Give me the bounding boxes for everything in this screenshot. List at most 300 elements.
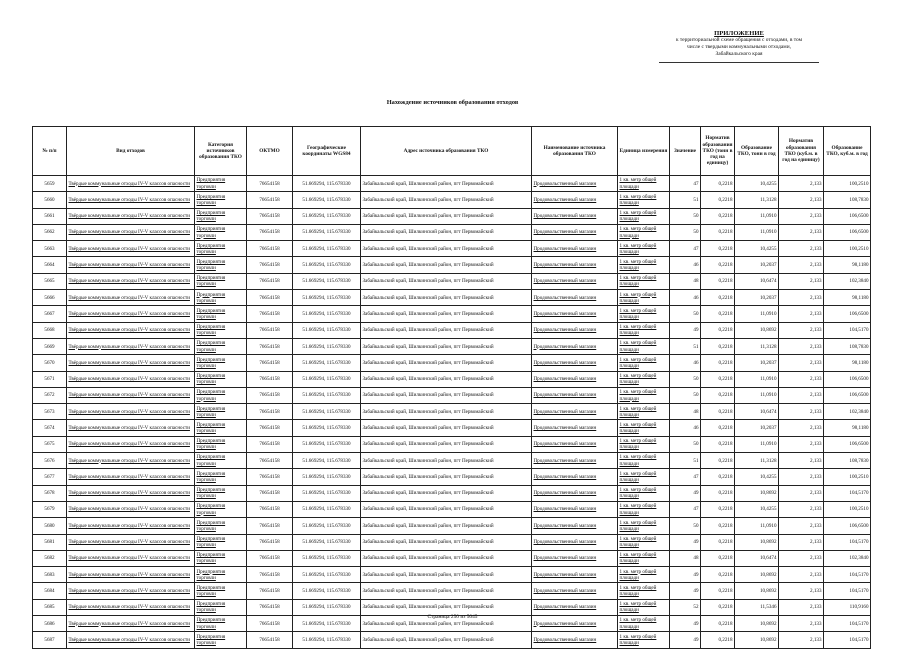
cell-oktmo: 76654158 xyxy=(247,436,293,452)
cell-category: Предприятия торговли xyxy=(195,550,247,566)
cell-vol: 102,3840 xyxy=(824,550,871,566)
cell-source: Продовольственный магазин xyxy=(532,469,618,485)
waste-sources-table xyxy=(32,126,871,649)
cell-oktmo: 76654158 xyxy=(247,176,293,192)
cell-mass: 11,3128 xyxy=(735,192,779,208)
cell-address: Забайкальский край, Шилкинский район, пгт Первомайский xyxy=(361,485,532,501)
cell-norm-vol: 2,133 xyxy=(779,290,824,306)
cell-coords: 51.669294, 115.678330 xyxy=(293,208,361,224)
cell-address: Забайкальский край, Шилкинский район, пгт Первомайский xyxy=(361,404,532,420)
cell-unit: 1 кв. метр общей площади xyxy=(618,322,670,338)
cell-mass: 10,4255 xyxy=(735,176,779,192)
cell-mass: 11,3128 xyxy=(735,453,779,469)
appendix-line: к территориальной схеме обращения с отходами, в том xyxy=(675,37,803,43)
cell-waste: Твёрдые коммунальные отходы IV-V классов опасности xyxy=(67,599,195,615)
cell-norm-vol: 2,133 xyxy=(779,306,824,322)
cell-norm: 0,2218 xyxy=(701,241,735,257)
cell-category: Предприятия торговли xyxy=(195,632,247,648)
cell-norm: 0,2218 xyxy=(701,518,735,534)
table-body xyxy=(33,176,871,649)
cell-norm-vol: 2,133 xyxy=(779,550,824,566)
cell-waste: Твёрдые коммунальные отходы IV-V классов опасности xyxy=(67,371,195,387)
cell-norm: 0,2218 xyxy=(701,436,735,452)
cell-mass: 10,8692 xyxy=(735,632,779,648)
cell-unit: 1 кв. метр общей площади xyxy=(618,567,670,583)
cell-category: Предприятия торговли xyxy=(195,290,247,306)
cell-norm-vol: 2,133 xyxy=(779,176,824,192)
cell-norm-vol: 2,133 xyxy=(779,241,824,257)
cell-unit: 1 кв. метр общей площади xyxy=(618,224,670,240)
cell-norm-vol: 2,133 xyxy=(779,273,824,289)
cell-address: Забайкальский край, Шилкинский район, пгт Первомайский xyxy=(361,208,532,224)
cell-mass: 10,8692 xyxy=(735,485,779,501)
cell-address: Забайкальский край, Шилкинский район, пгт Первомайский xyxy=(361,224,532,240)
cell-category: Предприятия торговли xyxy=(195,485,247,501)
cell-vol: 98,1180 xyxy=(824,420,871,436)
cell-category: Предприятия торговли xyxy=(195,534,247,550)
cell-waste: Твёрдые коммунальные отходы IV-V классов опасности xyxy=(67,518,195,534)
cell-oktmo: 76654158 xyxy=(247,534,293,550)
cell-value: 52 xyxy=(670,599,701,615)
header-oktmo: ОКТМО xyxy=(247,127,293,176)
cell-source: Продовольственный магазин xyxy=(532,273,618,289)
cell-mass: 10,4255 xyxy=(735,501,779,517)
cell-num: 5663 xyxy=(33,241,67,257)
cell-category: Предприятия торговли xyxy=(195,176,247,192)
cell-category: Предприятия торговли xyxy=(195,387,247,403)
appendix-block xyxy=(659,30,819,63)
cell-norm: 0,2218 xyxy=(701,306,735,322)
cell-unit: 1 кв. метр общей площади xyxy=(618,338,670,354)
cell-vol: 106,6500 xyxy=(824,387,871,403)
cell-num: 5676 xyxy=(33,453,67,469)
cell-source: Продовольственный магазин xyxy=(532,485,618,501)
cell-vol: 108,7830 xyxy=(824,338,871,354)
cell-mass: 10,6474 xyxy=(735,273,779,289)
cell-num: 5669 xyxy=(33,338,67,354)
cell-value: 46 xyxy=(670,257,701,273)
cell-norm-vol: 2,133 xyxy=(779,355,824,371)
table-row xyxy=(33,257,871,273)
cell-value: 49 xyxy=(670,322,701,338)
cell-coords: 51.669294, 115.678330 xyxy=(293,176,361,192)
cell-coords: 51.669294, 115.678330 xyxy=(293,616,361,632)
cell-address: Забайкальский край, Шилкинский район, пгт Первомайский xyxy=(361,583,532,599)
cell-coords: 51.669294, 115.678330 xyxy=(293,241,361,257)
cell-norm-vol: 2,133 xyxy=(779,534,824,550)
cell-unit: 1 кв. метр общей площади xyxy=(618,355,670,371)
cell-address: Забайкальский край, Шилкинский район, пгт Первомайский xyxy=(361,567,532,583)
cell-num: 5685 xyxy=(33,599,67,615)
cell-source: Продовольственный магазин xyxy=(532,241,618,257)
cell-address: Забайкальский край, Шилкинский район, пгт Первомайский xyxy=(361,420,532,436)
cell-source: Продовольственный магазин xyxy=(532,518,618,534)
cell-source: Продовольственный магазин xyxy=(532,192,618,208)
cell-coords: 51.669294, 115.678330 xyxy=(293,501,361,517)
cell-norm-vol: 2,133 xyxy=(779,387,824,403)
cell-waste: Твёрдые коммунальные отходы IV-V классов опасности xyxy=(67,257,195,273)
cell-num: 5662 xyxy=(33,224,67,240)
cell-oktmo: 76654158 xyxy=(247,485,293,501)
cell-category: Предприятия торговли xyxy=(195,257,247,273)
cell-norm: 0,2218 xyxy=(701,290,735,306)
cell-unit: 1 кв. метр общей площади xyxy=(618,290,670,306)
cell-value: 47 xyxy=(670,241,701,257)
cell-waste: Твёрдые коммунальные отходы IV-V классов опасности xyxy=(67,208,195,224)
cell-vol: 106,6500 xyxy=(824,224,871,240)
cell-source: Продовольственный магазин xyxy=(532,355,618,371)
cell-mass: 11,5346 xyxy=(735,599,779,615)
cell-value: 51 xyxy=(670,453,701,469)
cell-unit: 1 кв. метр общей площади xyxy=(618,632,670,648)
cell-unit: 1 кв. метр общей площади xyxy=(618,273,670,289)
cell-category: Предприятия торговли xyxy=(195,192,247,208)
cell-num: 5666 xyxy=(33,290,67,306)
table-header-row xyxy=(33,127,871,176)
cell-vol: 106,6500 xyxy=(824,306,871,322)
cell-value: 50 xyxy=(670,306,701,322)
cell-unit: 1 кв. метр общей площади xyxy=(618,550,670,566)
cell-norm-vol: 2,133 xyxy=(779,322,824,338)
table-row xyxy=(33,567,871,583)
cell-value: 48 xyxy=(670,550,701,566)
header-num: № п/п xyxy=(33,127,67,176)
cell-coords: 51.669294, 115.678330 xyxy=(293,371,361,387)
cell-address: Забайкальский край, Шилкинский район, пгт Первомайский xyxy=(361,518,532,534)
cell-value: 49 xyxy=(670,567,701,583)
cell-address: Забайкальский край, Шилкинский район, пгт Первомайский xyxy=(361,501,532,517)
cell-coords: 51.669294, 115.678330 xyxy=(293,257,361,273)
table-row xyxy=(33,469,871,485)
cell-value: 50 xyxy=(670,436,701,452)
header-address: Адрес источника образования ТКО xyxy=(361,127,532,176)
cell-oktmo: 76654158 xyxy=(247,420,293,436)
cell-vol: 106,6500 xyxy=(824,208,871,224)
cell-coords: 51.669294, 115.678330 xyxy=(293,550,361,566)
cell-oktmo: 76654158 xyxy=(247,501,293,517)
cell-value: 49 xyxy=(670,583,701,599)
cell-waste: Твёрдые коммунальные отходы IV-V классов опасности xyxy=(67,485,195,501)
cell-norm: 0,2218 xyxy=(701,176,735,192)
header-waste: Вид отходов xyxy=(67,127,195,176)
cell-vol: 100,2510 xyxy=(824,469,871,485)
cell-waste: Твёрдые коммунальные отходы IV-V классов опасности xyxy=(67,273,195,289)
table-row xyxy=(33,322,871,338)
cell-unit: 1 кв. метр общей площади xyxy=(618,387,670,403)
cell-waste: Твёрдые коммунальные отходы IV-V классов опасности xyxy=(67,420,195,436)
cell-num: 5677 xyxy=(33,469,67,485)
cell-mass: 11,0910 xyxy=(735,224,779,240)
cell-unit: 1 кв. метр общей площади xyxy=(618,208,670,224)
cell-address: Забайкальский край, Шилкинский район, пгт Первомайский xyxy=(361,322,532,338)
cell-vol: 104,5170 xyxy=(824,583,871,599)
table-row xyxy=(33,290,871,306)
cell-source: Продовольственный магазин xyxy=(532,338,618,354)
cell-num: 5668 xyxy=(33,322,67,338)
cell-waste: Твёрдые коммунальные отходы IV-V классов опасности xyxy=(67,192,195,208)
cell-address: Забайкальский край, Шилкинский район, пгт Первомайский xyxy=(361,290,532,306)
cell-oktmo: 76654158 xyxy=(247,355,293,371)
table-row xyxy=(33,534,871,550)
cell-address: Забайкальский край, Шилкинский район, пгт Первомайский xyxy=(361,192,532,208)
cell-value: 48 xyxy=(670,273,701,289)
cell-oktmo: 76654158 xyxy=(247,387,293,403)
cell-norm: 0,2218 xyxy=(701,632,735,648)
cell-value: 47 xyxy=(670,176,701,192)
cell-num: 5682 xyxy=(33,550,67,566)
cell-value: 50 xyxy=(670,371,701,387)
cell-unit: 1 кв. метр общей площади xyxy=(618,257,670,273)
cell-oktmo: 76654158 xyxy=(247,338,293,354)
cell-oktmo: 76654158 xyxy=(247,224,293,240)
cell-category: Предприятия торговли xyxy=(195,501,247,517)
cell-norm: 0,2218 xyxy=(701,453,735,469)
cell-category: Предприятия торговли xyxy=(195,241,247,257)
cell-norm: 0,2218 xyxy=(701,273,735,289)
cell-norm-vol: 2,133 xyxy=(779,518,824,534)
cell-unit: 1 кв. метр общей площади xyxy=(618,436,670,452)
cell-norm: 0,2218 xyxy=(701,534,735,550)
cell-norm-vol: 2,133 xyxy=(779,469,824,485)
cell-unit: 1 кв. метр общей площади xyxy=(618,453,670,469)
cell-category: Предприятия торговли xyxy=(195,273,247,289)
cell-mass: 10,8692 xyxy=(735,322,779,338)
cell-mass: 10,4255 xyxy=(735,469,779,485)
cell-oktmo: 76654158 xyxy=(247,518,293,534)
cell-vol: 104,5170 xyxy=(824,632,871,648)
cell-oktmo: 76654158 xyxy=(247,616,293,632)
cell-address: Забайкальский край, Шилкинский район, пгт Первомайский xyxy=(361,436,532,452)
cell-unit: 1 кв. метр общей площади xyxy=(618,501,670,517)
cell-num: 5660 xyxy=(33,192,67,208)
cell-norm: 0,2218 xyxy=(701,420,735,436)
cell-norm-vol: 2,133 xyxy=(779,420,824,436)
cell-norm: 0,2218 xyxy=(701,387,735,403)
cell-source: Продовольственный магазин xyxy=(532,583,618,599)
cell-waste: Твёрдые коммунальные отходы IV-V классов опасности xyxy=(67,176,195,192)
cell-value: 46 xyxy=(670,355,701,371)
cell-coords: 51.669294, 115.678330 xyxy=(293,583,361,599)
cell-vol: 104,5170 xyxy=(824,534,871,550)
cell-oktmo: 76654158 xyxy=(247,208,293,224)
cell-coords: 51.669294, 115.678330 xyxy=(293,469,361,485)
cell-waste: Твёрдые коммунальные отходы IV-V классов опасности xyxy=(67,338,195,354)
cell-coords: 51.669294, 115.678330 xyxy=(293,355,361,371)
cell-address: Забайкальский край, Шилкинский район, пгт Первомайский xyxy=(361,387,532,403)
header-vol: Образование ТКО, куб.м. в год xyxy=(824,127,871,176)
cell-category: Предприятия торговли xyxy=(195,518,247,534)
cell-value: 49 xyxy=(670,485,701,501)
cell-unit: 1 кв. метр общей площади xyxy=(618,518,670,534)
cell-oktmo: 76654158 xyxy=(247,469,293,485)
cell-norm-vol: 2,133 xyxy=(779,436,824,452)
cell-source: Продовольственный магазин xyxy=(532,290,618,306)
cell-num: 5674 xyxy=(33,420,67,436)
cell-source: Продовольственный магазин xyxy=(532,224,618,240)
cell-value: 50 xyxy=(670,224,701,240)
cell-oktmo: 76654158 xyxy=(247,567,293,583)
header-unit: Единица измерения xyxy=(618,127,670,176)
table-row xyxy=(33,241,871,257)
cell-norm: 0,2218 xyxy=(701,567,735,583)
cell-vol: 108,7830 xyxy=(824,453,871,469)
cell-waste: Твёрдые коммунальные отходы IV-V классов опасности xyxy=(67,550,195,566)
cell-category: Предприятия торговли xyxy=(195,338,247,354)
cell-value: 50 xyxy=(670,208,701,224)
cell-waste: Твёрдые коммунальные отходы IV-V классов опасности xyxy=(67,567,195,583)
table-row xyxy=(33,224,871,240)
cell-category: Предприятия торговли xyxy=(195,567,247,583)
cell-coords: 51.669294, 115.678330 xyxy=(293,485,361,501)
appendix-line: Забайкальского края xyxy=(715,51,763,57)
cell-value: 47 xyxy=(670,469,701,485)
table-row xyxy=(33,404,871,420)
cell-waste: Твёрдые коммунальные отходы IV-V классов опасности xyxy=(67,616,195,632)
cell-address: Забайкальский край, Шилкинский район, пгт Первомайский xyxy=(361,338,532,354)
cell-vol: 100,2510 xyxy=(824,176,871,192)
cell-waste: Твёрдые коммунальные отходы IV-V классов опасности xyxy=(67,322,195,338)
cell-source: Продовольственный магазин xyxy=(532,616,618,632)
cell-oktmo: 76654158 xyxy=(247,371,293,387)
cell-address: Забайкальский край, Шилкинский район, пгт Первомайский xyxy=(361,371,532,387)
cell-source: Продовольственный магазин xyxy=(532,567,618,583)
cell-value: 48 xyxy=(670,404,701,420)
cell-category: Предприятия торговли xyxy=(195,453,247,469)
cell-vol: 104,5170 xyxy=(824,485,871,501)
cell-category: Предприятия торговли xyxy=(195,404,247,420)
cell-waste: Твёрдые коммунальные отходы IV-V классов опасности xyxy=(67,224,195,240)
cell-category: Предприятия торговли xyxy=(195,355,247,371)
cell-norm: 0,2218 xyxy=(701,550,735,566)
cell-value: 49 xyxy=(670,616,701,632)
cell-num: 5664 xyxy=(33,257,67,273)
cell-norm-vol: 2,133 xyxy=(779,192,824,208)
cell-norm: 0,2218 xyxy=(701,501,735,517)
cell-num: 5672 xyxy=(33,387,67,403)
cell-norm-vol: 2,133 xyxy=(779,567,824,583)
cell-source: Продовольственный магазин xyxy=(532,176,618,192)
cell-waste: Твёрдые коммунальные отходы IV-V классов опасности xyxy=(67,583,195,599)
page-counter: Страница 250 из 5045 xyxy=(427,614,478,620)
cell-num: 5681 xyxy=(33,534,67,550)
cell-unit: 1 кв. метр общей площади xyxy=(618,469,670,485)
cell-mass: 10,8692 xyxy=(735,567,779,583)
cell-source: Продовольственный магазин xyxy=(532,387,618,403)
cell-norm: 0,2218 xyxy=(701,485,735,501)
cell-category: Предприятия торговли xyxy=(195,322,247,338)
cell-oktmo: 76654158 xyxy=(247,599,293,615)
cell-vol: 98,1180 xyxy=(824,355,871,371)
cell-num: 5671 xyxy=(33,371,67,387)
cell-num: 5679 xyxy=(33,501,67,517)
cell-norm-vol: 2,133 xyxy=(779,501,824,517)
table-row xyxy=(33,420,871,436)
cell-vol: 106,6500 xyxy=(824,371,871,387)
cell-mass: 10,2037 xyxy=(735,257,779,273)
cell-mass: 11,0910 xyxy=(735,518,779,534)
cell-value: 47 xyxy=(670,501,701,517)
table-row xyxy=(33,550,871,566)
cell-waste: Твёрдые коммунальные отходы IV-V классов опасности xyxy=(67,501,195,517)
cell-oktmo: 76654158 xyxy=(247,192,293,208)
cell-oktmo: 76654158 xyxy=(247,632,293,648)
cell-vol: 100,2510 xyxy=(824,501,871,517)
cell-value: 51 xyxy=(670,338,701,354)
cell-source: Продовольственный магазин xyxy=(532,322,618,338)
cell-waste: Твёрдые коммунальные отходы IV-V классов опасности xyxy=(67,241,195,257)
cell-norm-vol: 2,133 xyxy=(779,632,824,648)
table-row xyxy=(33,453,871,469)
cell-source: Продовольственный магазин xyxy=(532,632,618,648)
cell-oktmo: 76654158 xyxy=(247,322,293,338)
table-heading: Нахождение источников образования отходов xyxy=(386,99,519,106)
cell-coords: 51.669294, 115.678330 xyxy=(293,420,361,436)
cell-num: 5665 xyxy=(33,273,67,289)
cell-mass: 11,0910 xyxy=(735,371,779,387)
cell-source: Продовольственный магазин xyxy=(532,501,618,517)
cell-address: Забайкальский край, Шилкинский район, пгт Первомайский xyxy=(361,534,532,550)
table-row xyxy=(33,338,871,354)
cell-address: Забайкальский край, Шилкинский район, пгт Первомайский xyxy=(361,241,532,257)
table-row xyxy=(33,176,871,192)
cell-norm-vol: 2,133 xyxy=(779,257,824,273)
cell-source: Продовольственный магазин xyxy=(532,436,618,452)
cell-waste: Твёрдые коммунальные отходы IV-V классов опасности xyxy=(67,306,195,322)
cell-unit: 1 кв. метр общей площади xyxy=(618,306,670,322)
cell-source: Продовольственный магазин xyxy=(532,534,618,550)
cell-value: 46 xyxy=(670,420,701,436)
cell-mass: 10,2037 xyxy=(735,290,779,306)
cell-mass: 10,4255 xyxy=(735,241,779,257)
cell-oktmo: 76654158 xyxy=(247,257,293,273)
cell-coords: 51.669294, 115.678330 xyxy=(293,290,361,306)
cell-category: Предприятия торговли xyxy=(195,420,247,436)
cell-category: Предприятия торговли xyxy=(195,224,247,240)
cell-norm: 0,2218 xyxy=(701,322,735,338)
cell-waste: Твёрдые коммунальные отходы IV-V классов опасности xyxy=(67,469,195,485)
cell-norm: 0,2218 xyxy=(701,257,735,273)
cell-norm: 0,2218 xyxy=(701,338,735,354)
cell-coords: 51.669294, 115.678330 xyxy=(293,306,361,322)
cell-mass: 10,8692 xyxy=(735,534,779,550)
cell-coords: 51.669294, 115.678330 xyxy=(293,387,361,403)
cell-category: Предприятия торговли xyxy=(195,616,247,632)
header-norm: Норматив образования ТКО (тонн в год на единицу) xyxy=(701,127,735,176)
cell-category: Предприятия торговли xyxy=(195,599,247,615)
cell-coords: 51.669294, 115.678330 xyxy=(293,534,361,550)
table-row xyxy=(33,192,871,208)
cell-unit: 1 кв. метр общей площади xyxy=(618,371,670,387)
cell-unit: 1 кв. метр общей площади xyxy=(618,404,670,420)
table-row xyxy=(33,485,871,501)
table-row xyxy=(33,355,871,371)
cell-address: Забайкальский край, Шилкинский район, пгт Первомайский xyxy=(361,257,532,273)
cell-value: 50 xyxy=(670,518,701,534)
cell-num: 5684 xyxy=(33,583,67,599)
cell-norm: 0,2218 xyxy=(701,404,735,420)
cell-vol: 104,5170 xyxy=(824,616,871,632)
cell-category: Предприятия торговли xyxy=(195,371,247,387)
header-norm-vol: Норматив образования ТКО (куб.м. в год на единицу) xyxy=(779,127,824,176)
cell-oktmo: 76654158 xyxy=(247,583,293,599)
cell-norm-vol: 2,133 xyxy=(779,208,824,224)
cell-waste: Твёрдые коммунальные отходы IV-V классов опасности xyxy=(67,404,195,420)
cell-coords: 51.669294, 115.678330 xyxy=(293,224,361,240)
cell-waste: Твёрдые коммунальные отходы IV-V классов опасности xyxy=(67,534,195,550)
cell-value: 50 xyxy=(670,387,701,403)
cell-unit: 1 кв. метр общей площади xyxy=(618,192,670,208)
cell-norm-vol: 2,133 xyxy=(779,371,824,387)
